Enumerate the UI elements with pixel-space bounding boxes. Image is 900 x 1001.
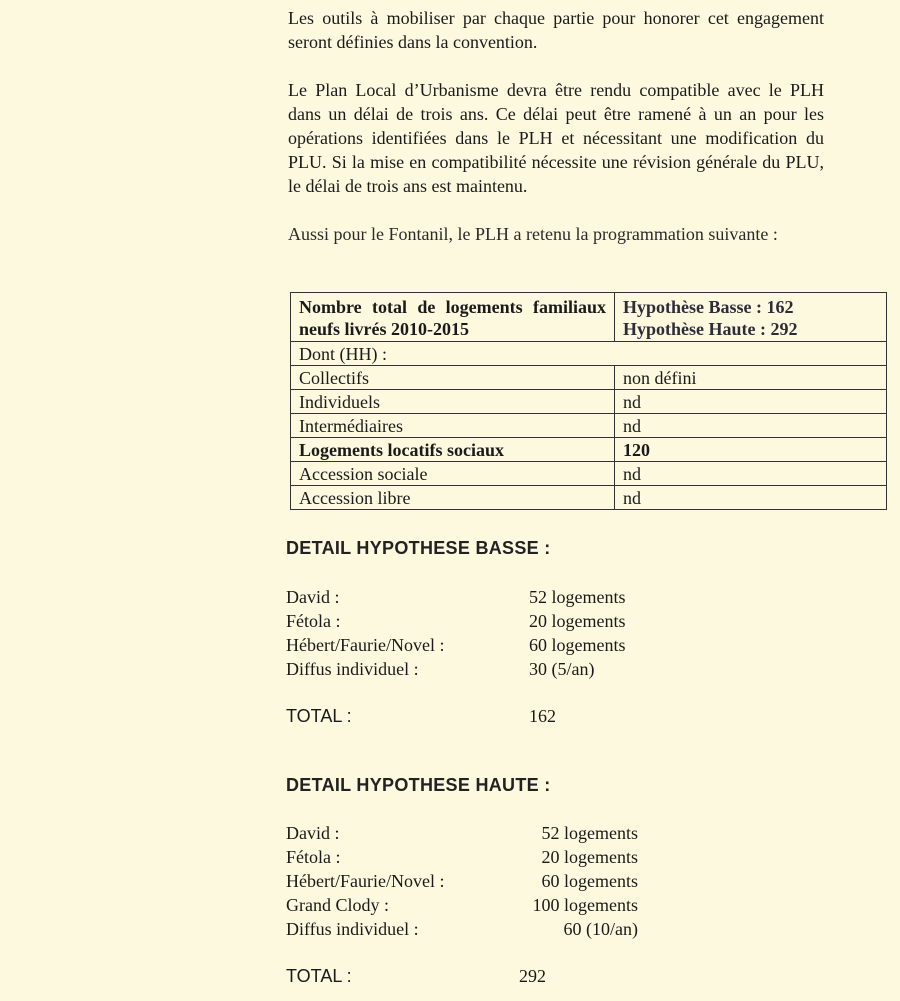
- table-cell-value: nd: [615, 414, 887, 438]
- list-item-label: Diffus individuel :: [286, 659, 419, 679]
- list-item-value: 20 logements: [541, 847, 638, 867]
- paragraph-programmation-intro: Aussi pour le Fontanil, le PLH a retenu la programmation suivante :: [288, 224, 778, 244]
- total-label: TOTAL :: [286, 706, 352, 726]
- table-row: [291, 462, 887, 486]
- table-cell-label: Intermédiaires: [291, 414, 615, 438]
- paragraph-plu-compatibility: Le Plan Local d’Urbanisme devra être rendu compatible avec le PLH dans un délai de trois ans. Ce délai peut être ramené à un an pour les opérations identifiées dans le PLH et nécessitant une modification du PLU. Si la mise en compatibilité nécessite une révision générale du PLU, le délai de trois ans est maintenu.: [288, 80, 824, 196]
- list-item-value: 52 logements: [541, 823, 638, 843]
- table-header-hypotheses: [615, 293, 887, 342]
- table-cell-label: Accession sociale: [291, 462, 615, 486]
- total-label: TOTAL :: [286, 966, 352, 986]
- table-row: [291, 390, 887, 414]
- table-header-row: [291, 293, 887, 342]
- table-dont-label: Dont (HH) :: [291, 342, 887, 366]
- list-item-value: 60 logements: [529, 635, 626, 655]
- programmation-table: [290, 292, 887, 510]
- list-item-label: Fétola :: [286, 847, 341, 867]
- list-item-label: Fétola :: [286, 611, 341, 631]
- list-item-label: Diffus individuel :: [286, 919, 419, 939]
- table-cell-value: 120: [615, 438, 887, 462]
- table-cell-value: non défini: [615, 366, 887, 390]
- table-cell-label: Collectifs: [291, 366, 615, 390]
- section-title-hypothese-haute: DETAIL HYPOTHESE HAUTE :: [286, 775, 551, 795]
- table-cell-label: Individuels: [291, 390, 615, 414]
- table-row: [291, 366, 887, 390]
- total-haute: [286, 964, 546, 988]
- list-item-label: Hébert/Faurie/Novel :: [286, 635, 445, 655]
- list-item-value: 30 (5/an): [529, 659, 595, 679]
- total-value: 162: [529, 706, 556, 726]
- table-row-logements-sociaux: [291, 438, 887, 462]
- list-item-value: 100 logements: [532, 895, 638, 915]
- list-item-value: 20 logements: [529, 611, 626, 631]
- list-item-value: 60 (10/an): [563, 919, 638, 939]
- table-header-total-label: Nombre total de logements familiaux neufs livrés 2010-2015: [291, 293, 615, 342]
- section-title-hypothese-basse: DETAIL HYPOTHESE BASSE :: [286, 538, 551, 558]
- hypothese-haute-total: Hypothèse Haute : 292: [623, 318, 798, 339]
- total-value: 292: [519, 966, 546, 986]
- list-item-label: Grand Clody :: [286, 895, 389, 915]
- paragraph-convention: Les outils à mobiliser par chaque partie pour honorer cet engagement seront définies dans la convention.: [288, 8, 824, 52]
- total-basse: [286, 704, 556, 728]
- table-cell-value: nd: [615, 462, 887, 486]
- list-item-label: David :: [286, 587, 340, 607]
- table-row: [291, 414, 887, 438]
- table-cell-value: nd: [615, 486, 887, 510]
- list-item-value: 60 logements: [541, 871, 638, 891]
- table-row-dont: [291, 342, 887, 366]
- list-item-label: Hébert/Faurie/Novel :: [286, 871, 445, 891]
- table-cell-label: Accession libre: [291, 486, 615, 510]
- hypothese-basse-total: Hypothèse Basse : 162: [623, 296, 794, 317]
- table-row: [291, 486, 887, 510]
- list-item-value: 52 logements: [529, 587, 626, 607]
- list-item-label: David :: [286, 823, 340, 843]
- table-cell-value: nd: [615, 390, 887, 414]
- table-cell-label: Logements locatifs sociaux: [291, 438, 615, 462]
